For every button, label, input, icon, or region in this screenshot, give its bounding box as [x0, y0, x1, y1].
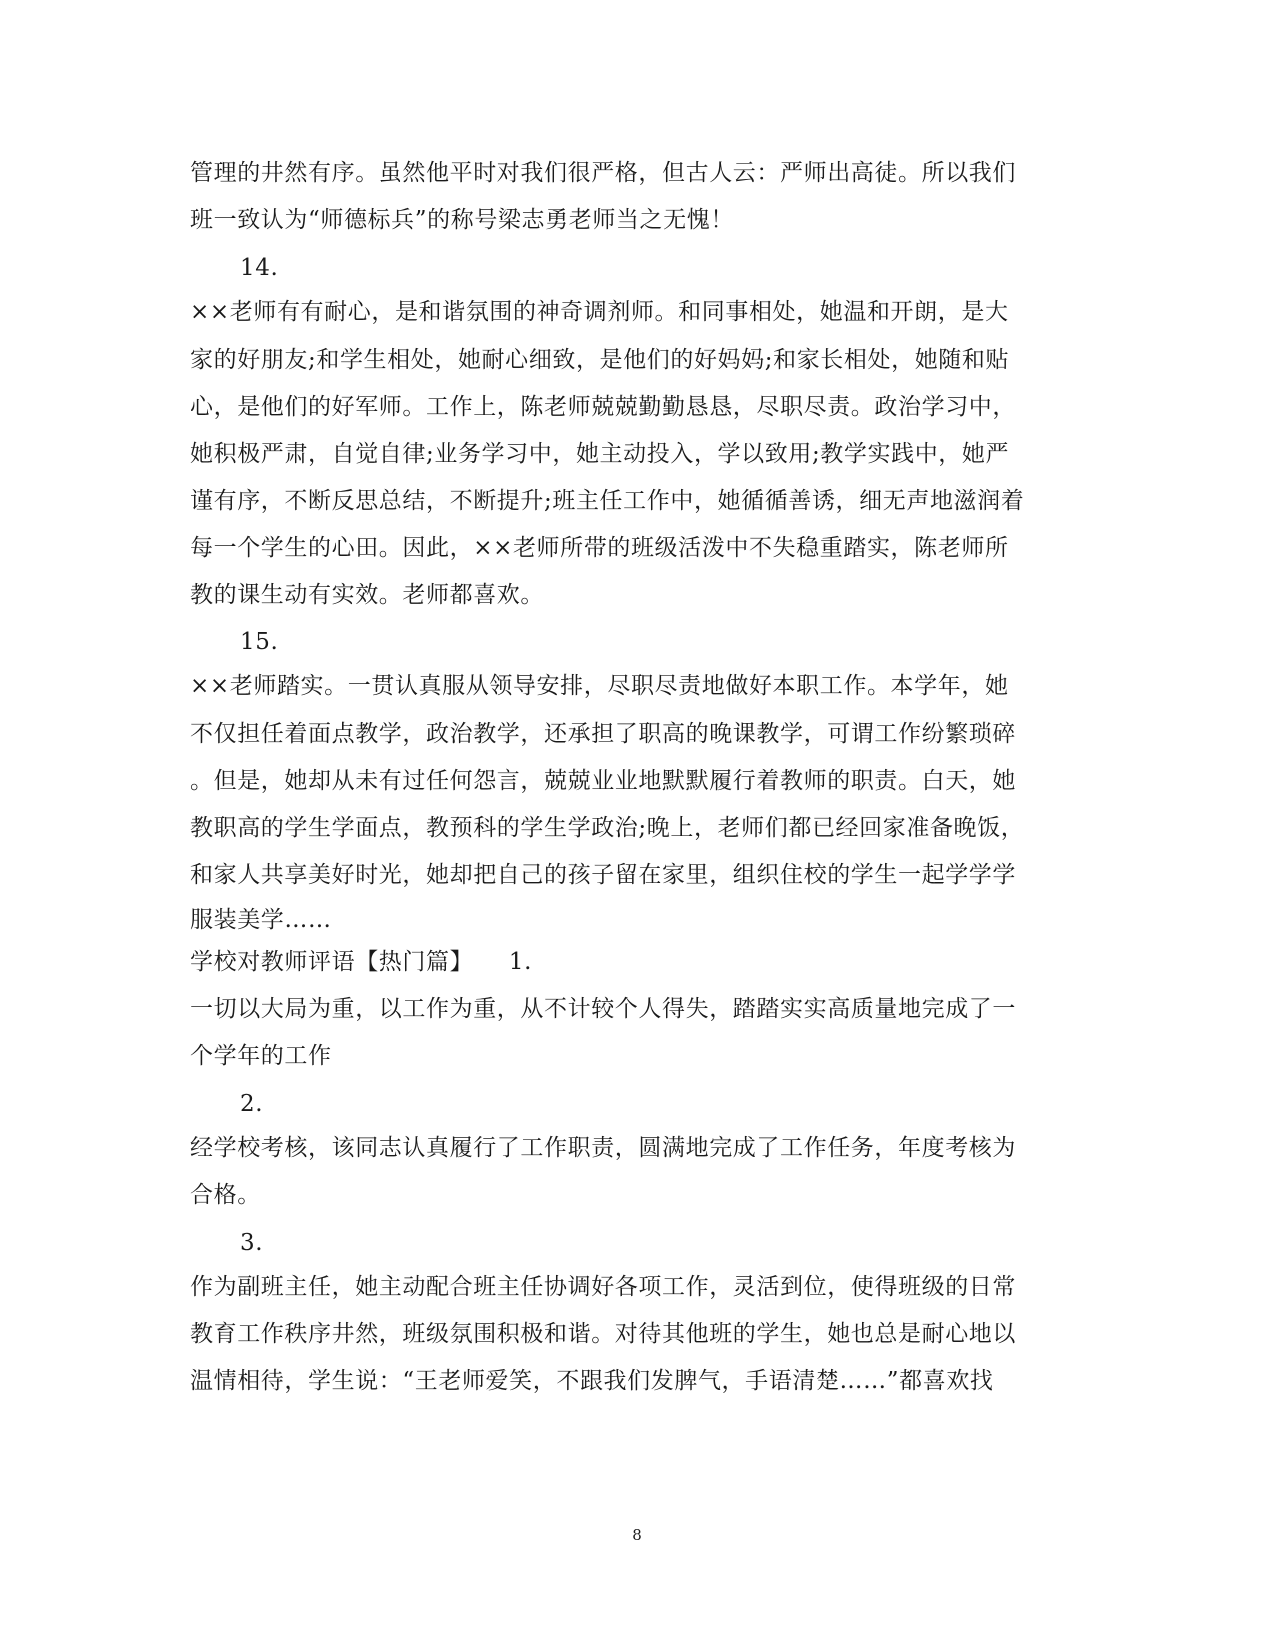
- text-line: 作为副班主任，她主动配合班主任协调好各项工作，灵活到位，使得班级的日常: [190, 1274, 1016, 1300]
- text-line: 她积极严肃，自觉自律;业务学习中，她主动投入，学以致用;教学实践中，她严: [190, 441, 1010, 467]
- text-line: 心，是他们的好军师。工作上，陈老师兢兢勤勤恳恳，尽职尽责。政治学习中，: [190, 394, 1016, 420]
- page-number: 8: [632, 1526, 642, 1544]
- text-line: 合格。: [190, 1182, 261, 1208]
- text-line: 一切以大局为重，以工作为重，从不计较个人得失，踏踏实实高质量地完成了一: [190, 996, 1016, 1022]
- text-line: 温情相待，学生说：“王老师爱笑，不跟我们发脾气，手语清楚……”都喜欢找: [190, 1368, 994, 1394]
- text-line: 和家人共享美好时光，她却把自己的孩子留在家里，组织住校的学生一起学学学: [190, 862, 1016, 888]
- text-line: 家的好朋友;和学生相处，她耐心细致，是他们的好妈妈;和家长相处，她随和贴: [190, 347, 1010, 373]
- item-number-2: 2.: [240, 1091, 264, 1117]
- text-line: 班一致认为“师德标兵”的称号梁志勇老师当之无愧！: [190, 207, 734, 233]
- text-line: 教育工作秩序井然，班级氛围积极和谐。对待其他班的学生，她也总是耐心地以: [190, 1321, 1016, 1347]
- text-line: 每一个学生的心田。因此，××老师所带的班级活泼中不失稳重踏实，陈老师所: [190, 535, 1009, 561]
- item-number-15: 15.: [240, 629, 279, 655]
- item-number-14: 14.: [240, 255, 279, 281]
- text-line: 管理的井然有序。虽然他平时对我们很严格，但古人云：严师出高徒。所以我们: [190, 160, 1016, 186]
- section-heading: 学校对教师评语【热门篇】 1.: [190, 949, 533, 975]
- text-line: 。但是，她却从未有过任何怨言，兢兢业业地默默履行着教师的职责。白天，她: [190, 768, 1016, 794]
- text-line: ××老师踏实。一贯认真服从领导安排，尽职尽责地做好本职工作。本学年，她: [190, 673, 1009, 699]
- text-line: 经学校考核，该同志认真履行了工作职责，圆满地完成了工作任务，年度考核为: [190, 1135, 1016, 1161]
- text-line: 个学年的工作: [190, 1043, 332, 1069]
- text-line: 服装美学……: [190, 907, 332, 933]
- text-line: 不仅担任着面点教学，政治教学，还承担了职高的晚课教学，可谓工作纷繁琐碎: [190, 721, 1016, 747]
- text-line: 教的课生动有实效。老师都喜欢。: [190, 582, 544, 608]
- text-line: 谨有序，不断反思总结，不断提升;班主任工作中，她循循善诱，细无声地滋润着: [190, 488, 1025, 514]
- text-line: 教职高的学生学面点，教预科的学生学政治;晚上，老师们都已经回家准备晚饭，: [190, 815, 1025, 841]
- item-number-3: 3.: [240, 1230, 264, 1256]
- text-line: ××老师有有耐心，是和谐氛围的神奇调剂师。和同事相处，她温和开朗，是大: [190, 299, 1009, 325]
